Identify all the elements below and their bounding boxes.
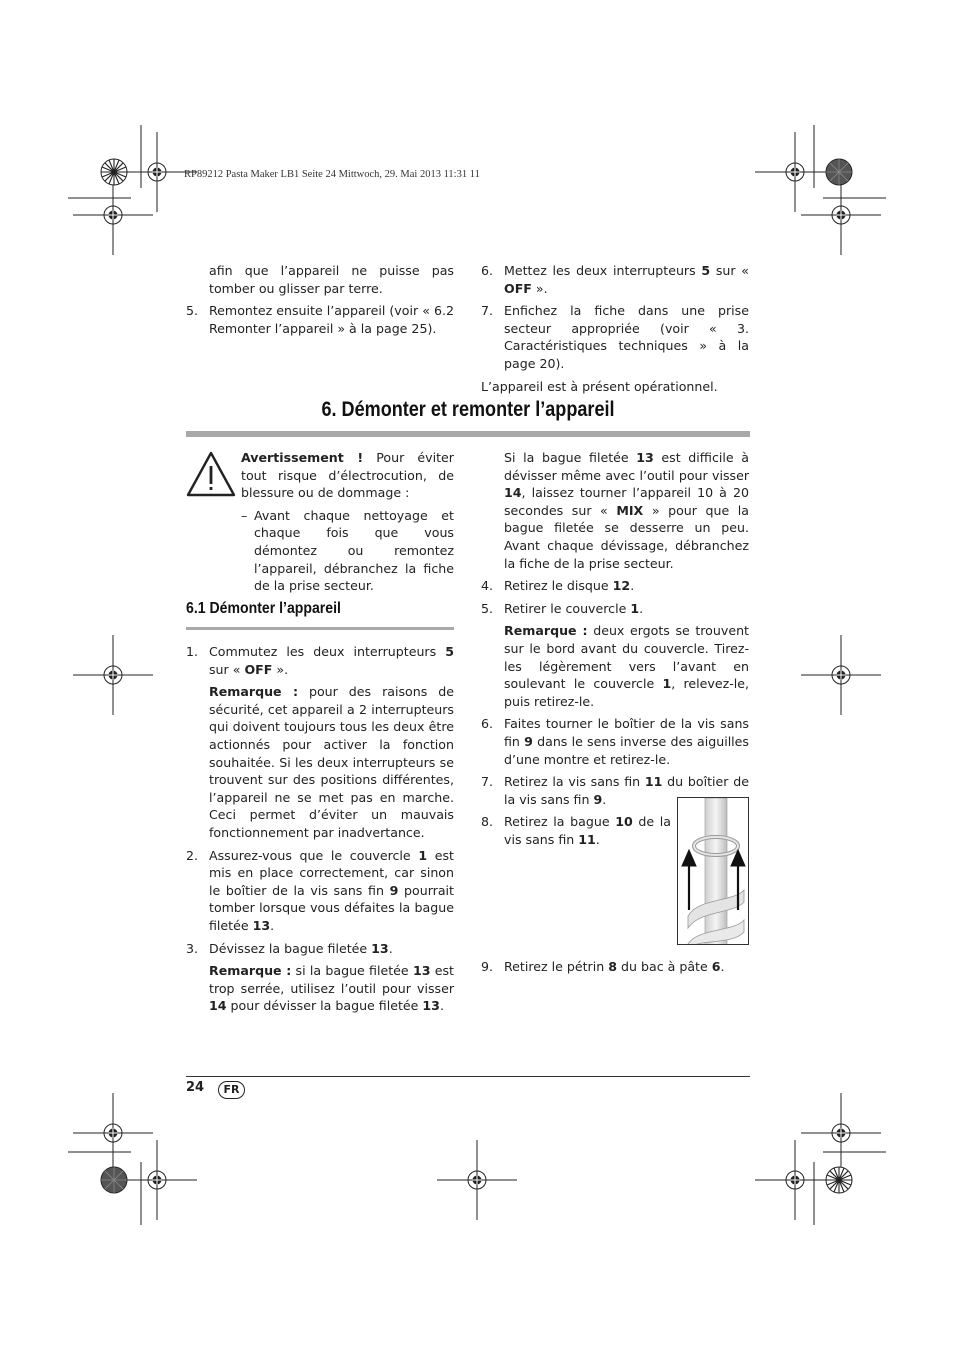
footer-rule xyxy=(186,1076,750,1077)
top-right-column xyxy=(481,262,749,400)
list-item: 8. Retirez la bague 10 de la vis sans fin 11. xyxy=(481,814,671,847)
list-item: 3. Dévissez la bague filetée 13. xyxy=(186,940,393,956)
left-steps-column xyxy=(186,643,454,1020)
note: Remarque : si la bague filetée 13 est trop serrée, utilisez l’outil pour visser 14 pour dévisser la bague filetée 13. xyxy=(209,963,454,1014)
continued-text: afin que l’appareil ne puisse pas tomber ou glisser par terre. xyxy=(209,263,454,296)
section-rule xyxy=(186,431,750,437)
top-left-column xyxy=(186,262,454,342)
list-item: 6. Mettez les deux interrupteurs 5 sur « OFF ». xyxy=(481,263,749,296)
list-item: 6. Faites tourner le boîtier de la vis sans fin 9 dans le sens inverse des aiguilles d’une montre et retirez-le. xyxy=(481,716,749,767)
list-item: 7. Enfichez la fiche dans une prise secteur appropriée (voir « 3. Caractéristiques techniques » à la page 20). xyxy=(481,303,749,371)
section-title: 6. Démonter et remonter l’appareil xyxy=(321,398,615,421)
language-badge: FR xyxy=(218,1081,245,1099)
list-item: 5. Remontez ensuite l’appareil (voir « 6.2 Remonter l’appareil » à la page 25). xyxy=(186,303,454,336)
subsection-rule xyxy=(186,627,454,630)
page-number: 24 xyxy=(186,1080,205,1095)
step-9 xyxy=(481,958,749,981)
warning-bullet: – Avant chaque nettoyage et chaque fois que vous démontez ou remontez l’appareil, débranchez la fiche de la prise secteur. xyxy=(241,507,454,594)
warning-block: Avertissement ! Pour éviter tout risque d’électrocution, de blessure ou de dommage : – Avant chaque nettoyage et chaque fois que vous démontez ou remontez l’appareil, débranchez la fiche de la prise secteur. xyxy=(241,450,454,594)
list-item: 9. Retirez le pétrin 8 du bac à pâte 6. xyxy=(481,959,725,974)
print-header: RP89212 Pasta Maker LB1 Seite 24 Mittwoch, 29. Mai 2013 11:31 11 xyxy=(184,169,480,180)
list-item: 1. Commutez les deux interrupteurs 5 sur « OFF ». xyxy=(186,644,454,677)
list-item: 5. Retirer le couvercle 1. xyxy=(481,600,644,616)
subsection-title: 6.1 Démonter l’appareil xyxy=(186,600,341,617)
right-steps-column xyxy=(481,449,749,853)
ready-text: L’appareil est à présent opérationnel. xyxy=(481,378,718,394)
warning-label: Avertissement ! xyxy=(241,450,364,465)
list-item: 2. Assurez-vous que le couvercle 1 est mis en place correctement, car sinon le boîtier de la vis sans fin 9 pourrait tomber lorsque vous défaites la bague filetée 13. xyxy=(186,847,454,933)
note: Remarque : deux ergots se trouvent sur le bord avant du couvercle. Tirez-les légèrement vers l’avant en soulevant le couvercle 1, relevez-le, puis retirez-le. xyxy=(504,623,749,709)
note: Remarque : pour des raisons de sécurité, cet appareil a 2 interrupteurs qui doivent toujours tous les deux être actionnés pour activer la fonction souhaitée. Si les deux interrupteurs se trouvent sur des positions différentes, l’appareil ne se met pas en marche. Ceci permet d’éviter un mauvais fonctionnement par inadvertance. xyxy=(209,684,455,840)
auger-ring-illustration xyxy=(677,797,749,945)
continued-note: Si la bague filetée 13 est difficile à dévisser même avec l’outil pour visser 14, laissez tourner l’appareil 10 à 20 secondes sur « MIX » pour que la bague filetée se desserre un peu. Avant chaque dévissage, débranchez la fiche de la prise secteur. xyxy=(504,450,749,571)
list-item: 4. Retirez le disque 12. xyxy=(481,578,635,594)
warning-triangle-icon xyxy=(186,451,236,497)
list-item: 7. Retirez la vis sans fin 11 du boîtier de la vis sans fin 9. xyxy=(481,774,749,807)
